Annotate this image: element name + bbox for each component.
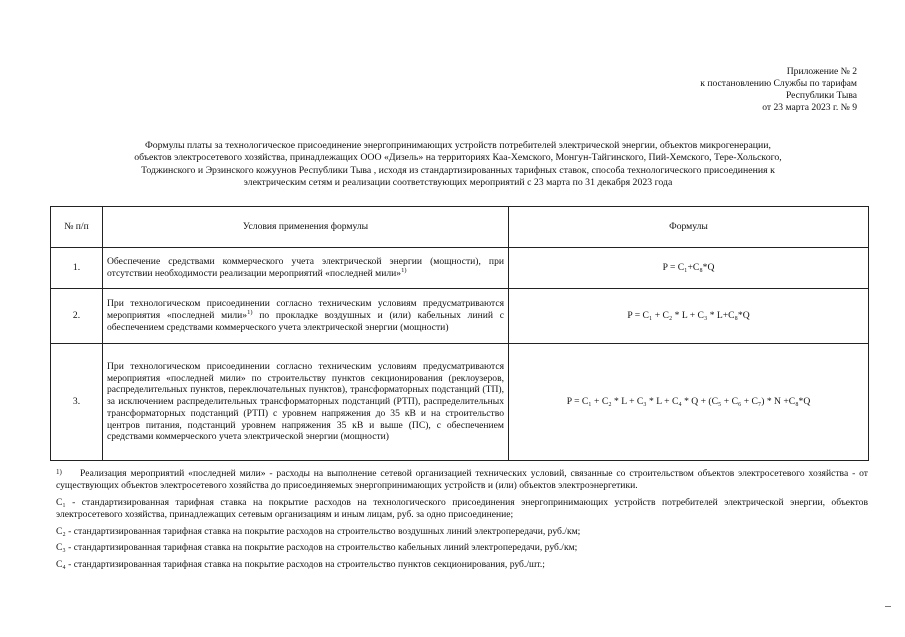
definition-c2: C₂ - стандартизированная тарифная ставка на покрытие расходов на строительство воздушных линий электропередачи, руб./км; — [56, 525, 581, 537]
scan-edge-mark — [885, 606, 891, 607]
footnote-text: Реализация мероприятий «последней мили» - расходы на выполнение сетевой организацией технических условий, связанные со строительством объектов электросетевого хозяйства - от существующих объектов электросетевого хозяйства до присоединяемых энергопринимающих устройств и (или) объектов электроэнергетики. — [56, 468, 868, 492]
appendix-republic: Республики Тыва — [785, 89, 857, 101]
footnote-ref: 1) — [247, 308, 253, 316]
definition-c1: C₁ - стандартизированная тарифная ставка на покрытие расходов на технологического присоединения энергопринимающих устройств потребителей электрической энергии, объектов электросетевого хозяйства, принадлежащих сетевым организациям и иным лицам, руб. за одно присоединение; — [56, 496, 868, 521]
row-condition — [103, 289, 509, 344]
title-line: объектов электросетевого хозяйства, принадлежащих ООО «Дизель» на территориях Каа-Хемского, Монгун-Тайгинского, Пий-Хемского, Тере-Хольского, — [134, 152, 782, 164]
condition-text: Обеспечение средствами коммерческого учета электрической энергии (мощности), при отсутствии необходимости реализации мероприятий «последней мили» — [107, 256, 504, 279]
definition-c4: C₄ - стандартизированная тарифная ставка на покрытие расходов на строительство пунктов секционирования, руб./шт.; — [56, 558, 545, 570]
row-formula: P = C₁ + C₂ * L + C₃ * L+C₈*Q — [509, 289, 869, 344]
table-row — [51, 289, 869, 344]
definition-c3: C₃ - стандартизированная тарифная ставка на покрытие расходов на строительство кабельных линий электропередачи, руб./км; — [56, 542, 578, 554]
footnote-mark: 1) — [56, 468, 62, 476]
condition-text: При технологическом присоединении согласно техническим условиям предусматриваются мероприятия «последней мили» — [107, 298, 504, 322]
row-formula: P = C₁ + C₂ * L + C₃ * L + C₄ * Q + (C₅ + C₆ + C₇) * N +C₈*Q — [509, 344, 869, 461]
footnote-ref: 1) — [401, 266, 407, 274]
row-formula: P = C₁+C₈*Q — [509, 248, 869, 289]
row-condition: При технологическом присоединении согласно техническим условиям предусматриваются мероприятия «последней мили» по строительству пунктов секционирования (реклоузеров, распределительных пунктов, переключательных пунктов), трансформаторных подстанций (ТП), за исключением распределительных трансформаторных подстанций (РТП), распределительных трансформаторных подстанций (РТП) с уровнем напряжения до 35 кВ и на строительство центров питания, подстанций уровнем напряжения 35 кВ и выше (ПС), с обеспечением средствами коммерческого учета электрической энергии (мощности) — [103, 344, 509, 461]
title-line: Тоджинского и Эрзинского кожуунов Республики Тыва , исходя из стандартизированных тарифных ставок, способа технологического присоединения к — [141, 164, 775, 176]
appendix-date: от 23 марта 2023 г. № 9 — [762, 101, 857, 113]
title-line: электрическим сетям и реализации соответствующих мероприятий с 23 марта по 31 декабря 2023 года — [243, 177, 673, 189]
table-row — [51, 344, 869, 461]
appendix-header — [700, 66, 857, 114]
formulas-table — [50, 206, 869, 461]
appendix-decree: к постановлению Службы по тарифам — [700, 77, 857, 89]
title-line: Формулы платы за технологическое присоединение энергопринимающих устройств потребителей электрической энергии, объектов микрогенерации, — [145, 140, 771, 151]
footnote — [56, 468, 868, 493]
table-row — [51, 248, 869, 289]
header-condition: Условия применения формулы — [103, 207, 509, 248]
table-header-row — [51, 207, 869, 248]
header-number: № п/п — [51, 207, 103, 248]
row-number: 1. — [51, 248, 103, 289]
row-condition — [103, 248, 509, 289]
appendix-number: Приложение № 2 — [786, 66, 857, 77]
header-formula: Формулы — [509, 207, 869, 248]
condition-text-cont: по прокладке воздушных и (или) кабельных линий с обеспечением средствами коммерческого учета электрической энергии (мощности) — [107, 310, 504, 333]
document-title — [58, 140, 858, 189]
notes-section — [56, 468, 868, 575]
row-number: 3. — [51, 344, 103, 461]
row-number: 2. — [51, 289, 103, 344]
